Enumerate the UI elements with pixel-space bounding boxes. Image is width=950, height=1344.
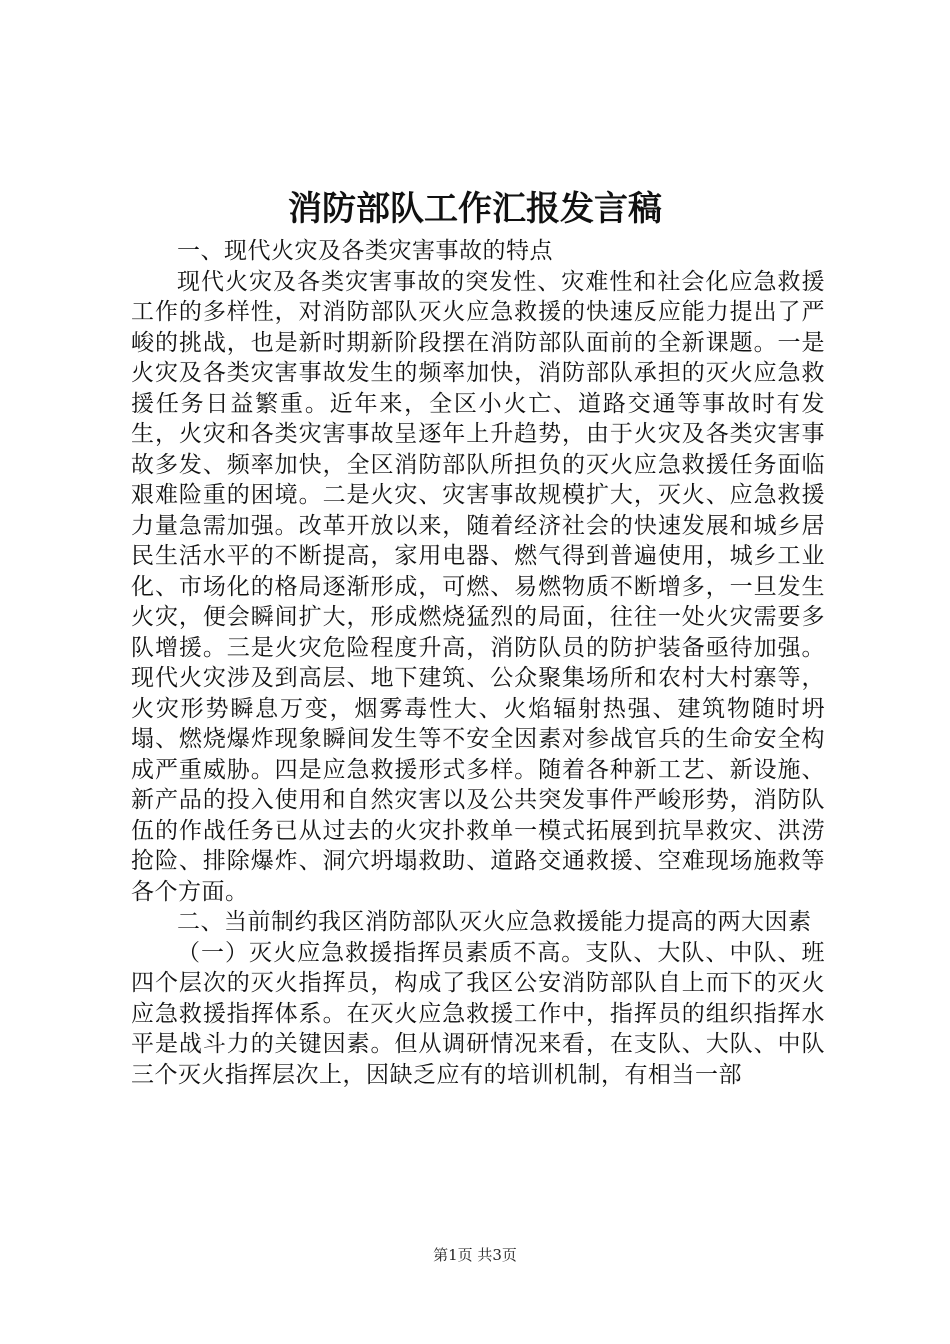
document-body: [131, 236, 825, 1090]
section-heading-2: 二、当前制约我区消防部队灭火应急救援能力提高的两大因素: [177, 909, 812, 935]
page-indicator: 第1页 共3页: [433, 1246, 517, 1264]
page-title: 消防部队工作汇报发言稿: [288, 189, 662, 229]
paragraph-1: 现代火灾及各类灾害事故的突发性、灾难性和社会化应急救援工作的多样性，对消防部队灭火应急救援的快速反应能力提出了严峻的挑战，也是新时期新阶段摆在消防部队面前的全新课题。一是火灾及各类灾害事故发生的频率加快，消防部队承担的灭火应急救援任务日益繁重。近年来，全区小火亡、道路交通等事故时有发生，火灾和各类灾害事故呈逐年上升趋势，由于火灾及各类灾害事故多发、频率加快，全区消防部队所担负的灭火应急救援任务面临艰难险重的困境。二是火灾、灾害事故规模扩大，灭火、应急救援力量急需加强。改革开放以来，随着经济社会的快速发展和城乡居民生活水平的不断提高，家用电器、燃气得到普遍使用，城乡工业化、市场化的格局逐渐形成，可燃、易燃物质不断增多，一旦发生火灾，便会瞬间扩大，形成燃烧猛烈的局面，往往一处火灾需要多队增援。三是火灾危险程度升高，消防队员的防护装备亟待加强。现代火灾涉及到高层、地下建筑、公众聚集场所和农村大村寨等，火灾形势瞬息万变，烟雾毒性大、火焰辐射热强、建筑物随时坍塌、燃烧爆炸现象瞬间发生等不安全因素对参战官兵的生命安全构成严重威胁。四是应急救援形式多样。随着各种新工艺、新设施、新产品的投入使用和自然灾害以及公共突发事件严峻形势，消防队伍的作战任务已从过去的火灾扑救单一模式拓展到抗旱救灾、洪涝抢险、排除爆炸、洞穴坍塌救助、道路交通救援、空难现场施救等各个方面。: [131, 268, 825, 905]
section-heading-1: 一、现代火灾及各类灾害事故的特点: [177, 238, 553, 264]
paragraph-2: （一）灭火应急救援指挥员素质不高。支队、大队、中队、班四个层次的灭火指挥员，构成了我区公安消防部队自上而下的灭火应急救援指挥体系。在灭火应急救援工作中，指挥员的组织指挥水平是战斗力的关键因素。但从调研情况来看，在支队、大队、中队三个灭火指挥层次上，因缺乏应有的培训机制，有相当一部: [131, 939, 825, 1088]
